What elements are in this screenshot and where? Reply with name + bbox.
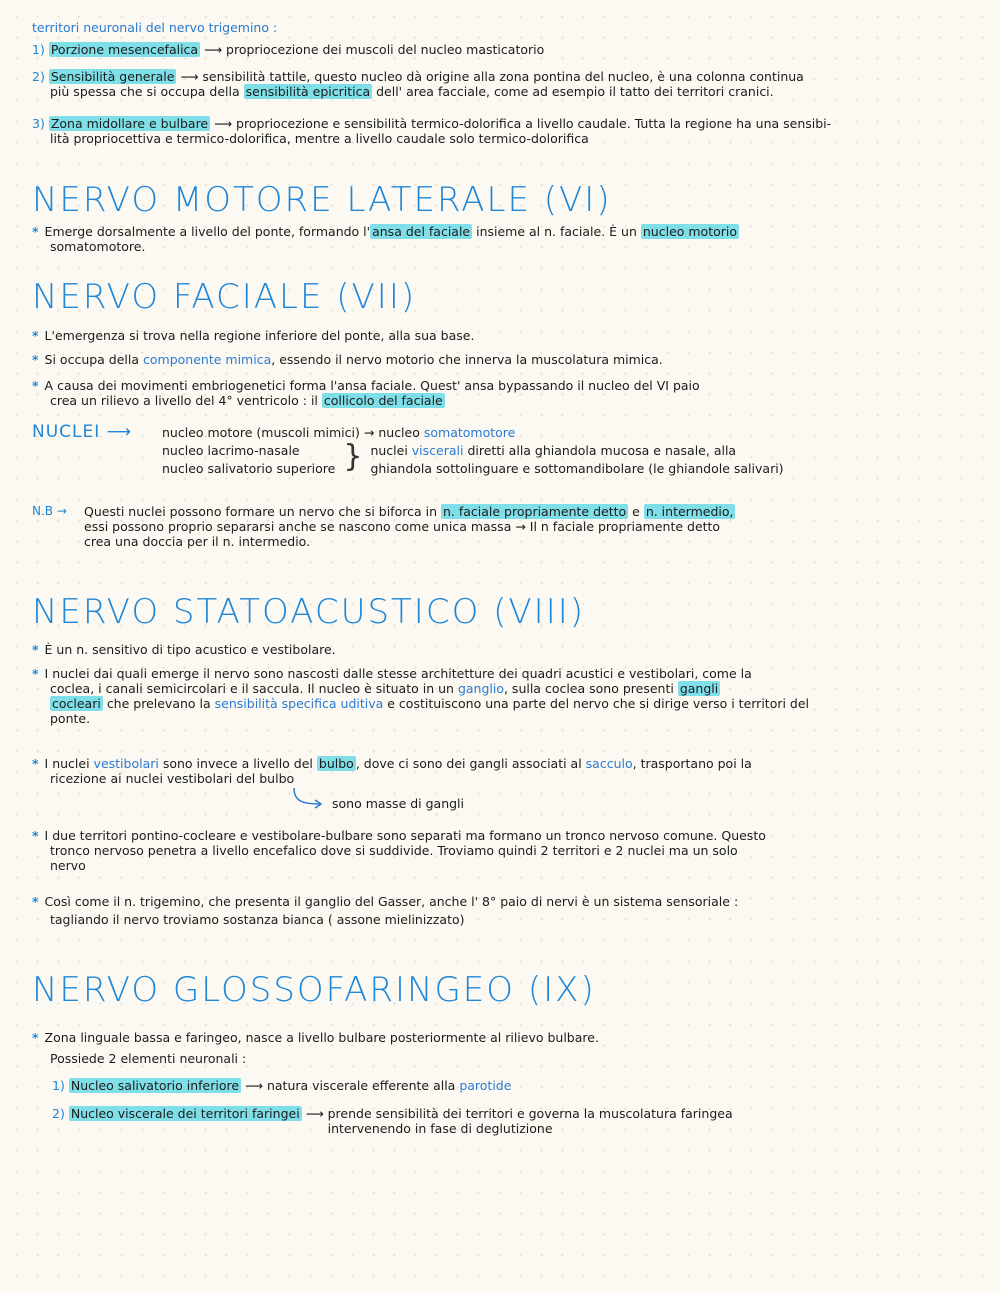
section-nervo-faciale [32, 277, 986, 317]
highlight-term: nucleo motorio [642, 224, 738, 239]
blue-term: sacculo [585, 756, 633, 771]
item-number: 2) [52, 1106, 65, 1121]
item-text: , è una colonna continua [649, 69, 804, 84]
arrow-icon: ⟶ [204, 42, 223, 57]
body-text: , essendo il nervo motorio che innerva la muscolatura mimica. [271, 352, 663, 367]
nucleus-text: nucleo lacrimo-nasale [162, 443, 300, 458]
body-text: Possiede 2 elementi neuronali : [50, 1051, 247, 1066]
item-text: propriocezione dei muscoli del nucleo masticatorio [226, 42, 545, 57]
arrow-icon: ⟶ [214, 116, 233, 131]
body-text: Emerge dorsalmente a livello del ponte, formando l' [44, 224, 371, 239]
highlight-term: Porzione mesencefalica [50, 42, 199, 57]
section-ix-item-1 [52, 1078, 986, 1093]
nucleus-text: nucleo salivatorio superiore [162, 461, 336, 476]
blue-term: sensibilità specifica uditiva [214, 696, 384, 711]
body-text: È un n. sensitivo di tipo acustico e vestibolare. [44, 642, 336, 657]
section-ix-bullet-1 [32, 1030, 986, 1066]
asterisk-icon: * [32, 378, 39, 393]
section-vii-bullet-3 [32, 378, 986, 408]
body-text: , sulla coclea sono presenti [503, 681, 674, 696]
highlight-term: Sensibilità generale [50, 69, 175, 84]
arrow-icon: ⟶ [245, 1078, 263, 1093]
body-text: sono invece a livello del [162, 756, 313, 771]
blue-term: componente mimica [143, 352, 272, 367]
nucleus-text: diretti alla ghiandola mucosa e nasale, alla [467, 443, 737, 458]
body-text: A causa dei movimenti embriogenetici forma l'ansa faciale. Quest' ansa bypassando il nucleo del VI paio [44, 378, 700, 393]
body-text: ricezione ai [50, 771, 122, 786]
body-text: essi possono proprio separarsi anche se nascono come unica massa → Il n faciale propriamente detto [84, 519, 721, 534]
highlight-term: sensibilità epicritica [245, 84, 371, 99]
item-text: più spessa che si occupa della [50, 84, 240, 99]
body-text: Si occupa della [44, 352, 140, 367]
intro-item-1 [32, 42, 986, 57]
body-text: crea una doccia per il n. intermedio. [84, 534, 311, 549]
arrow-icon: ⟶ [180, 69, 199, 84]
body-text: e costituiscono una parte del nervo che si dirige verso i territori del [387, 696, 810, 711]
blue-term: vestibolari [93, 756, 159, 771]
underlined-term: nuclei vestibolari del bulbo [125, 771, 295, 786]
body-text: prende sensibilità dei territori e governa la [327, 1106, 595, 1121]
nucleus-text: nucleo [378, 425, 420, 440]
section-nervo-glossofaringeo [32, 970, 986, 1010]
section-nervo-statoacustico [32, 592, 986, 632]
highlight-term: Nucleo viscerale dei territori faringei [70, 1106, 300, 1121]
asterisk-icon: * [32, 328, 39, 343]
section-viii-bullet-2 [32, 666, 986, 726]
body-text: crea un rilievo a livello del 4° ventricolo : il [50, 393, 318, 408]
highlight-term: n. intermedio, [645, 504, 734, 519]
asterisk-icon: * [32, 666, 39, 681]
arrow-icon: → [363, 425, 375, 440]
asterisk-icon: * [32, 224, 39, 239]
blue-term: somatomotore [423, 425, 516, 440]
body-text: tagliando il nervo troviamo sostanza bianca ( assone mielinizzato) [50, 912, 465, 927]
section-title: NERVO STATOACUSTICO (VIII) [32, 592, 586, 632]
asterisk-icon: * [32, 756, 39, 771]
body-text: natura viscerale efferente alla [266, 1078, 456, 1093]
section-viii-bullet-1 [32, 642, 986, 657]
body-text: intervenendo in fase di deglutizione [327, 1121, 553, 1136]
nb-label-text: N.B [32, 504, 54, 518]
nucleus-text: nucleo motore (muscoli mimici) [162, 425, 360, 440]
nuclei-label [32, 422, 162, 442]
item-number: 1) [52, 1078, 65, 1093]
section-ix-item-2 [52, 1106, 986, 1136]
body-text: Così come il n. trigemino, che presenta il ganglio del Gasser, anche l' 8° paio di nervi è un sistema sensoriale : [44, 894, 739, 909]
nb-block [32, 504, 986, 549]
body-text: , dove ci sono dei gangli associati al [355, 756, 582, 771]
highlight-term: n. faciale propriamente detto [442, 504, 627, 519]
body-text: Zona linguale bassa e faringeo, nasce a livello bulbare posteriormente al rilievo bulbare. [44, 1030, 599, 1045]
underlined-term: zona pontina del nucleo [499, 69, 650, 84]
highlight-term: ansa del faciale [372, 224, 471, 239]
brace-icon: } [343, 439, 363, 474]
body-text: tronco nervoso penetra a livello encefalico dove si suddivide. Troviamo quindi 2 territori e 2 nuclei ma un solo [50, 843, 738, 858]
item-number: 3) [32, 116, 45, 131]
section-nervo-motore-laterale [32, 180, 986, 220]
body-text: e [632, 504, 640, 519]
body-text: insieme al n. faciale. È un [476, 224, 637, 239]
section-title: NERVO MOTORE LATERALE (VI) [32, 180, 612, 220]
highlight-term: cocleari [52, 696, 101, 711]
nuclei-label-text: NUCLEI [32, 422, 101, 442]
body-text: I nuclei dai quali emerge il nervo sono nascosti dalle stesse architetture dei quadri acustici e vestibolari, come la [44, 666, 752, 681]
item-number: 1) [32, 42, 45, 57]
asterisk-icon: * [32, 1030, 39, 1045]
bulbo-note [332, 796, 986, 811]
item-text: propriocezione e sensibilità termico-dolorifica a livello caudale. Tutta la regione ha una sensibi- [236, 116, 832, 131]
highlight-term: Nucleo salivatorio inferiore [70, 1078, 240, 1093]
body-text: Questi nuclei possono formare un nervo che si biforca in [84, 504, 437, 519]
blue-term: viscerali [411, 443, 464, 458]
section-vi-body [32, 224, 986, 254]
asterisk-icon: * [32, 894, 39, 909]
intro-item-2 [32, 69, 986, 99]
highlight-term: gangli [679, 681, 719, 696]
item-number: 2) [32, 69, 45, 84]
nb-label: N.B → [32, 504, 67, 518]
curved-arrow-icon [290, 786, 326, 810]
item-text: lità propriocettiva e termico-dolorifica, mentre a livello caudale solo termico-dolorifica [50, 131, 589, 146]
highlight-term: collicolo del faciale [323, 393, 443, 408]
section-viii-bullet-3 [32, 756, 986, 786]
intro-heading: territori neuronali del nervo trigemino : [32, 20, 278, 35]
body-text: L'emergenza si trova nella regione inferiore del ponte, alla sua base. [44, 328, 475, 343]
body-text: che prelevano la [106, 696, 211, 711]
section-viii-bullet-4 [32, 828, 986, 873]
section-vii-bullet-1 [32, 328, 986, 343]
blue-term: ganglio [457, 681, 504, 696]
body-text: , trasportano poi la [632, 756, 752, 771]
body-text: somatomotore. [50, 239, 146, 254]
underlined-term: muscolatura faringea [598, 1106, 733, 1121]
highlight-term: bulbo [318, 756, 354, 771]
item-text: sensibilità tattile, questo nucleo dà origine alla [202, 69, 496, 84]
intro-item-3 [32, 116, 986, 146]
body-text: nervo [50, 858, 86, 873]
body-text: I nuclei [44, 756, 90, 771]
item-text: dell' area facciale, come ad esempio il tatto dei territori cranici. [376, 84, 774, 99]
body-text: ponte. [50, 711, 91, 726]
section-title: NERVO GLOSSOFARINGEO (IX) [32, 970, 596, 1010]
note-text: sono masse di gangli [332, 796, 465, 811]
section-vii-bullet-2 [32, 352, 986, 367]
section-viii-bullet-5 [32, 894, 986, 927]
asterisk-icon: * [32, 828, 39, 843]
arrow-icon: ⟶ [305, 1106, 324, 1121]
body-text: I due territori pontino-cocleare e vestibolare-bulbare sono separati ma formano un tronco nervoso comune. Questo [44, 828, 766, 843]
body-text: coclea, i canali semicircolari e il saccula. Il nucleo è situato in un [50, 681, 454, 696]
nucleus-text: nuclei [370, 443, 408, 458]
asterisk-icon: * [32, 642, 39, 657]
arrow-icon: ⟶ [106, 422, 133, 442]
nuclei-block [32, 422, 986, 476]
asterisk-icon: * [32, 352, 39, 367]
trigeminal-territories [32, 20, 986, 35]
section-title: NERVO FACIALE (VII) [32, 277, 417, 317]
blue-term: parotide [459, 1078, 512, 1093]
highlight-term: Zona midollare e bulbare [50, 116, 209, 131]
nucleus-text: ghiandola sottolinguare e sottomandibolare (le ghiandole salivari) [370, 461, 784, 476]
